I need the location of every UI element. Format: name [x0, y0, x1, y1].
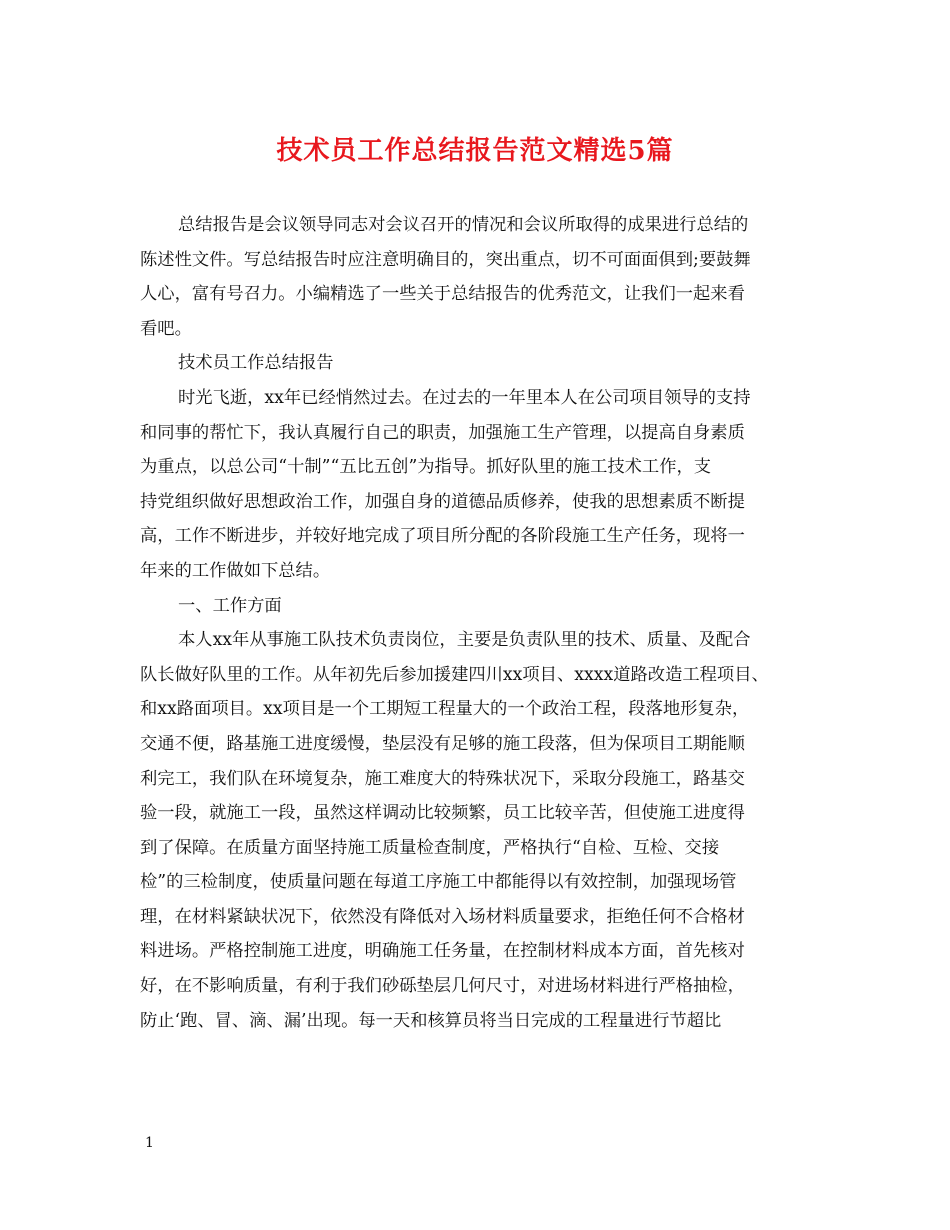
text-line: 交通不便，路基施工进度缓慢，垫层没有足够的施工段落，但为保项目工期能顺: [140, 733, 745, 754]
text-line: 本人xx年从事施工队技术负责岗位，主要是负责队里的技术、质量、及配合: [178, 630, 751, 651]
text-line: 料进场。严格控制施工进度，明确施工任务量，在控制材料成本方面，首先核对: [140, 941, 745, 962]
text-line: 时光飞逝，xx年已经悄然过去。在过去的一年里本人在公司项目领导的支持: [178, 387, 751, 408]
text-line: 总结报告是会议领导同志对会议召开的情况和会议所取得的成果进行总结的: [178, 215, 749, 235]
text-line: 持党组织做好思想政治工作，加强自身的道德品质修养，使我的思想素质不断提: [140, 491, 745, 512]
text-line: 陈述性文件。写总结报告时应注意明确目的，突出重点，切不可面面俱到;要鼓舞: [140, 249, 751, 270]
text-line: 利完工，我们队在环境复杂，施工难度大的特殊状况下，采取分段施工，路基交: [140, 768, 745, 789]
text-line: 到了保障。在质量方面坚持施工质量检查制度，严格执行“自检、互检、交接: [140, 837, 720, 858]
page-title: 技术员工作总结报告范文精选5篇: [276, 136, 674, 166]
text-line: 和xx路面项目。xx项目是一个工期短工程量大的一个政治工程，段落地形复杂，: [140, 699, 750, 720]
text-line: 防止‘跑、冒、滴、漏’出现。每一天和核算员将当日完成的工程量进行节超比: [140, 1010, 722, 1031]
text-line: 和同事的帮忙下，我认真履行自己的职责，加强施工生产管理，以提高自身素质: [140, 422, 745, 443]
text-line: 人心，富有号召力。小编精选了一些关于总结报告的优秀范文，让我们一起来看: [140, 284, 745, 305]
text-line: 为重点，以总公司“十制”“五比五创”为指导。抓好队里的施工技术工作，支: [140, 457, 712, 478]
text-line: 理，在材料紧缺状况下，依然没有降低对入场材料质量要求，拒绝任何不合格材: [140, 906, 745, 927]
text-line: 看吧。: [140, 318, 192, 339]
document-body: [140, 208, 816, 1038]
text-line: 一、工作方面: [178, 595, 282, 616]
text-line: 验一段，就施工一段，虽然这样调动比较频繁，员工比较辛苦，但使施工进度得: [140, 803, 745, 824]
text-line: 技术员工作总结报告: [178, 353, 334, 374]
text-line: 年来的工作做如下总结。: [140, 560, 331, 581]
page-number: 1: [145, 1135, 154, 1151]
text-line: 高，工作不断进步，并较好地完成了项目所分配的各阶段施工生产任务，现将一: [140, 526, 745, 547]
text-line: 检”的三检制度，使质量问题在每道工序施工中都能得以有效控制，加强现场管: [140, 872, 737, 893]
text-line: 好，在不影响质量，有利于我们砂砾垫层几何尺寸，对进场材料进行严格抽检，: [140, 976, 745, 997]
text-line: 队长做好队里的工作。从年初先后参加援建四川xx项目、xxxx道路改造工程项目、: [140, 664, 769, 685]
